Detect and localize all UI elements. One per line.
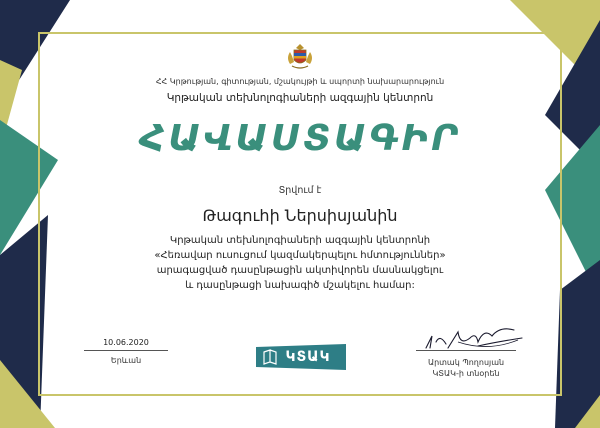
certificate-title: ՀԱՎԱՍՏԱԳԻՐ bbox=[139, 118, 461, 159]
logo-text: ԿՏԱԿ bbox=[285, 349, 331, 365]
date-underline bbox=[84, 350, 168, 351]
given-label: Տրվում է bbox=[278, 185, 322, 196]
signer-block bbox=[406, 357, 526, 379]
recipient-name: Թագուհի Ներսիսյանին bbox=[202, 206, 398, 225]
signature-image bbox=[418, 318, 528, 358]
issue-date: 10.06.2020 bbox=[103, 338, 149, 347]
body-line: և դասընթացի նախագիծ մշակելու համար: bbox=[185, 280, 415, 291]
signature-underline bbox=[416, 350, 516, 351]
ministry-name: ՀՀ Կրթության, գիտության, մշակույթի և սպորտի նախարարություն bbox=[155, 77, 445, 86]
body-line: արագացված դասընթացին ակտիվորեն մասնակցելու bbox=[156, 265, 444, 276]
body-line: «Հեռավար ուսուցում կազմակերպելու հմտություններ» bbox=[154, 250, 446, 261]
body-line: Կրթական տեխնոլոգիաների ազգային կենտրոնի bbox=[169, 235, 431, 246]
issue-place: Երևան bbox=[110, 356, 142, 365]
signer-name: Արտակ Պողոսյան bbox=[427, 358, 505, 367]
certificate-body bbox=[0, 233, 600, 293]
coat-of-arms-icon bbox=[284, 42, 316, 72]
signer-title: ԿՏԱԿ-ի տնօրեն bbox=[432, 369, 500, 378]
center-name: Կրթական տեխնոլոգիաների ազգային կենտրոն bbox=[166, 92, 434, 104]
